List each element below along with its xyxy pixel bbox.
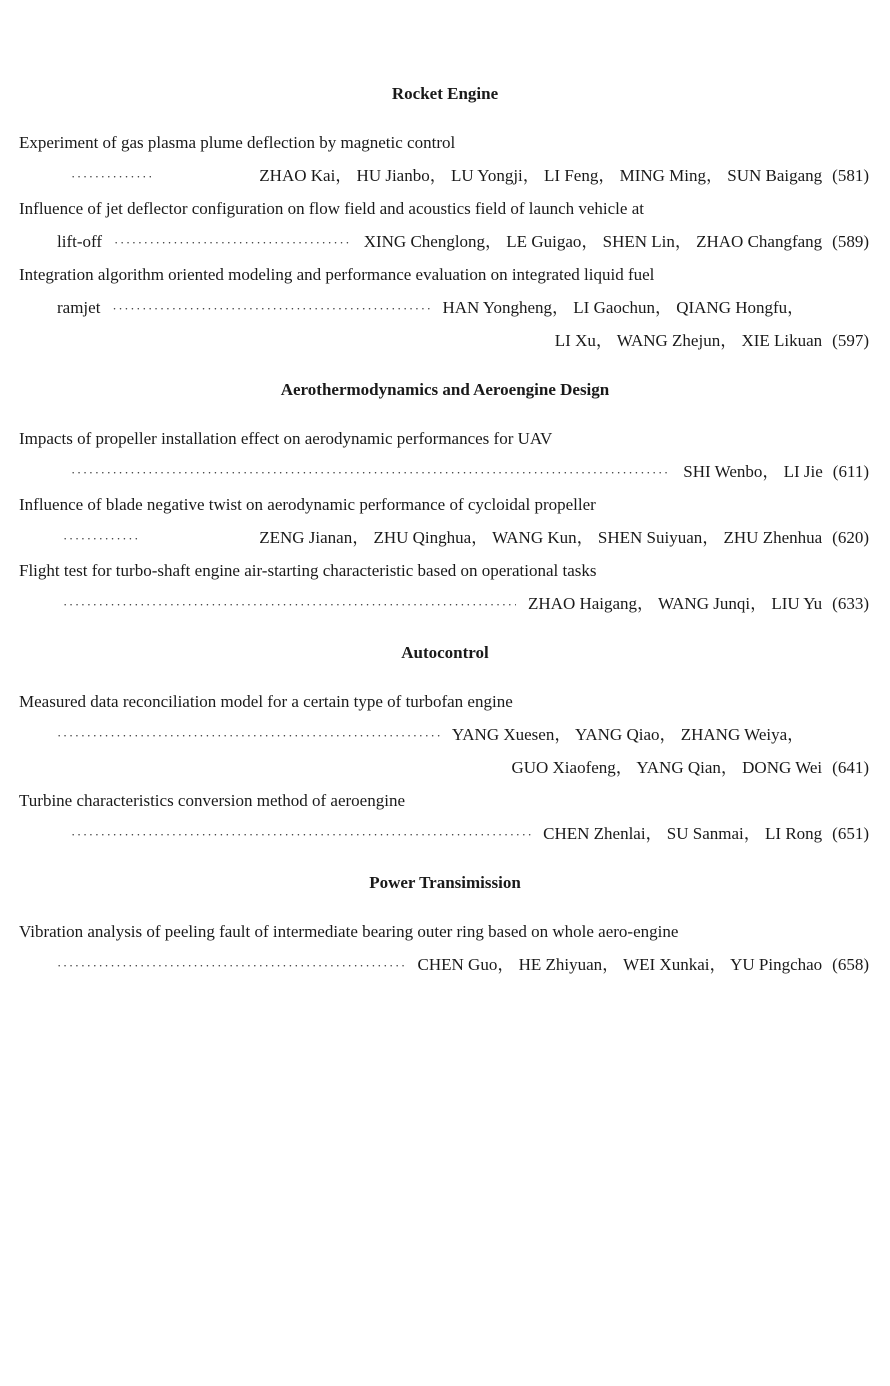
- article-authors: SHI Wenbo， LI Jie: [683, 462, 823, 481]
- dot-leader: [71, 460, 671, 484]
- article-title: Influence of blade negative twist on aerodynamic performance of cycloidal propeller: [19, 495, 596, 514]
- article-byline-continued: [19, 756, 869, 780]
- article-page-number: (611): [832, 462, 869, 481]
- section-heading-rocket-engine: Rocket Engine: [391, 84, 499, 103]
- article-authors: ZHAO Haigang， WANG Junqi， LIU Yu: [528, 594, 823, 613]
- dot-leader: [63, 592, 516, 616]
- article-byline: [19, 230, 869, 254]
- dot-leader: [71, 822, 531, 846]
- article-byline: [19, 296, 869, 320]
- article-authors: GUO Xiaofeng， YANG Qian， DONG Wei: [511, 758, 823, 777]
- article-page-number: (589): [832, 232, 869, 251]
- article-title: Impacts of propeller installation effect on aerodynamic performances for UAV: [19, 429, 553, 448]
- article-title: Experiment of gas plasma plume deflection by magnetic control: [19, 133, 456, 152]
- article-page-number: (620): [832, 528, 869, 547]
- article-authors: XING Chenglong， LE Guigao， SHEN Lin， ZHAO Changfang: [363, 232, 823, 251]
- dot-leader: [57, 953, 406, 977]
- article-byline: [19, 953, 869, 977]
- article-byline: [19, 822, 869, 846]
- article-authors: CHEN Zhenlai， SU Sanmai， LI Rong: [543, 824, 823, 843]
- article-authors: YANG Xuesen， YANG Qiao， ZHANG Weiya，: [451, 725, 805, 744]
- article-title-continuation: lift-off: [57, 232, 103, 251]
- article-title: Flight test for turbo-shaft engine air-starting characteristic based on operational tasks: [19, 561, 597, 580]
- article-byline-continued: [19, 329, 869, 353]
- article-page-number: (658): [832, 955, 869, 974]
- dot-leader: [112, 296, 430, 320]
- article-byline: [19, 723, 869, 747]
- section-heading-power-transmission: Power Transimission: [369, 873, 521, 892]
- section-heading-autocontrol: Autocontrol: [401, 643, 489, 662]
- dot-leader: [57, 723, 440, 747]
- article-authors: LI Xu， WANG Zhejun， XIE Likuan: [554, 331, 823, 350]
- article-page-number: (597): [832, 331, 869, 350]
- article-title: Vibration analysis of peeling fault of intermediate bearing outer ring based on whole aero-engine: [19, 922, 679, 941]
- article-page-number: (633): [832, 594, 869, 613]
- article-byline: [19, 460, 869, 484]
- article-page-number: (651): [832, 824, 869, 843]
- article-title-continuation: ramjet: [57, 298, 101, 317]
- article-title: Measured data reconciliation model for a certain type of turbofan engine: [19, 692, 513, 711]
- dot-leader: [114, 230, 352, 254]
- article-page-number: (581): [832, 166, 869, 185]
- article-authors: ZENG Jianan， ZHU Qinghua， WANG Kun， SHEN Suiyuan， ZHU Zhenhua: [259, 528, 823, 547]
- article-byline: [19, 592, 869, 616]
- article-authors: ZHAO Kai， HU Jianbo， LU Yongji， LI Feng， MING Ming， SUN Baigang: [259, 166, 823, 185]
- article-title: Integration algorithm oriented modeling and performance evaluation on integrated liquid fuel: [19, 265, 655, 284]
- dot-leader: [71, 164, 151, 188]
- article-authors: CHEN Guo， HE Zhiyuan， WEI Xunkai， YU Pingchao: [417, 955, 823, 974]
- section-heading-aerothermodynamics: Aerothermodynamics and Aeroengine Design: [280, 380, 610, 399]
- article-byline: [19, 164, 869, 188]
- article-title: Turbine characteristics conversion method of aeroengine: [19, 791, 405, 810]
- article-authors: HAN Yongheng， LI Gaochun， QIANG Hongfu，: [442, 298, 805, 317]
- article-byline: [19, 526, 869, 550]
- article-page-number: (641): [832, 758, 869, 777]
- dot-leader: [63, 526, 141, 550]
- article-title: Influence of jet deflector configuration on flow field and acoustics field of launch vehicle at: [19, 199, 644, 218]
